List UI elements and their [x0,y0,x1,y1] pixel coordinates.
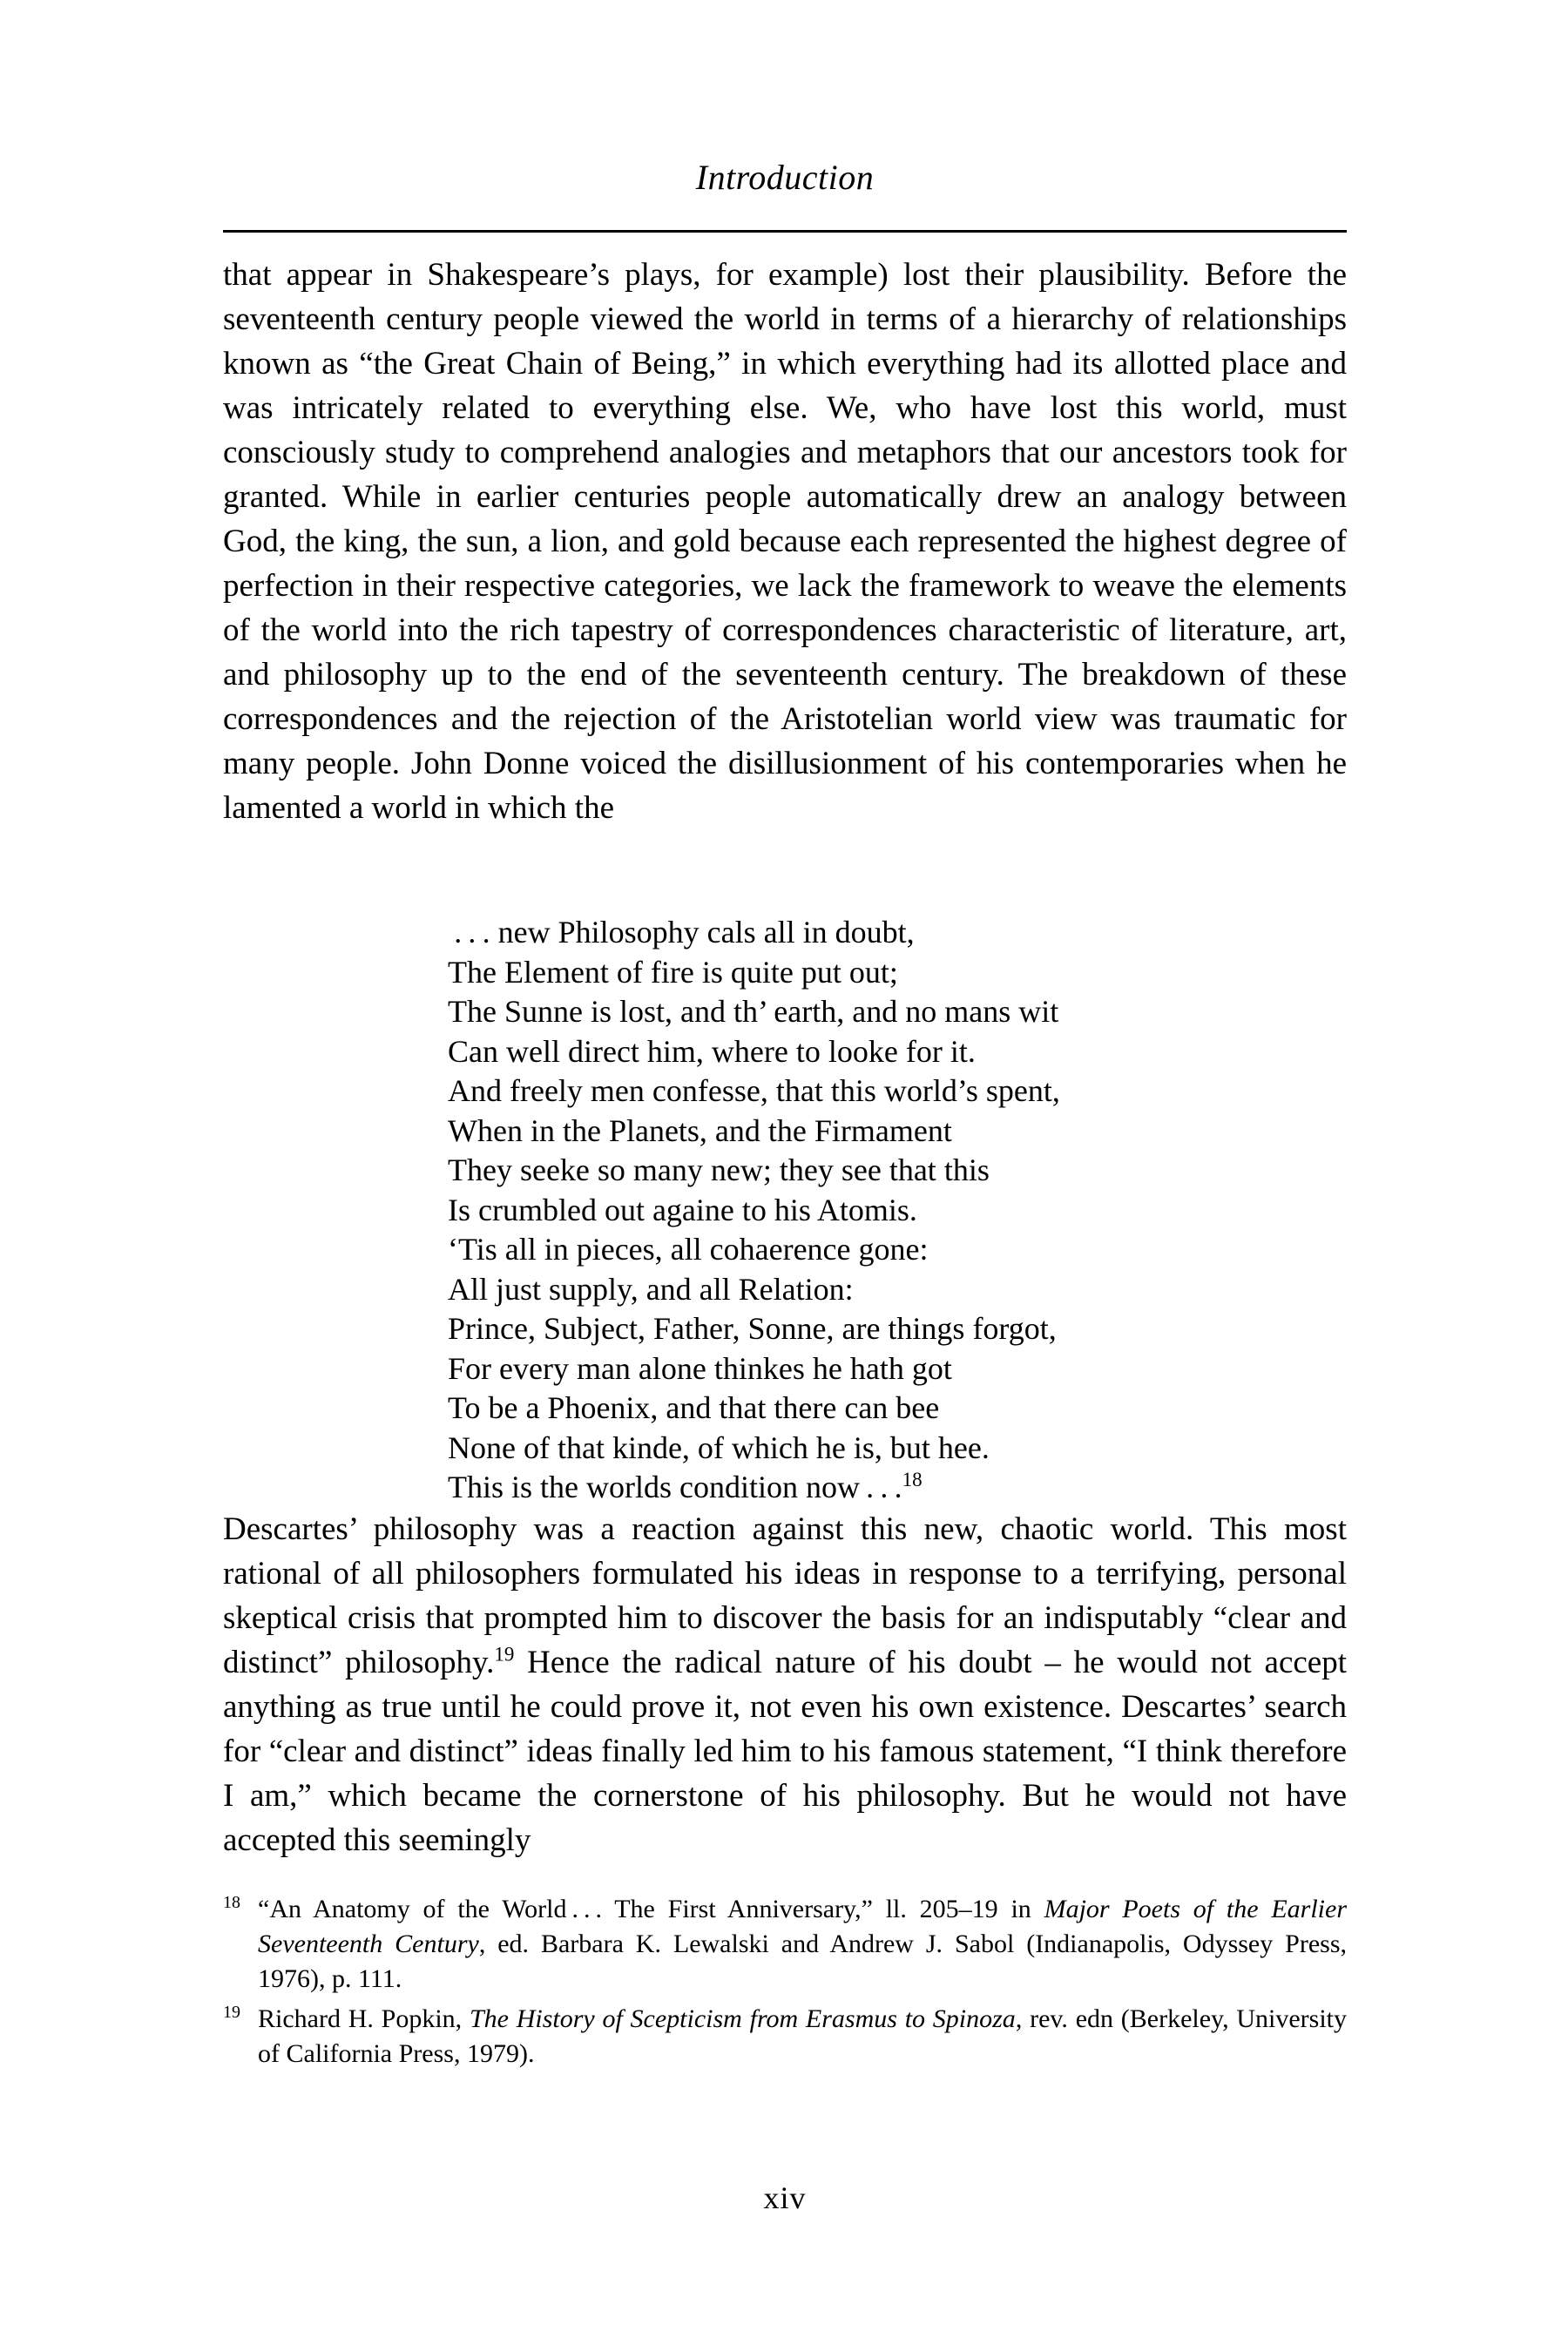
verse-line: Can well direct him, where to looke for it. [448,1033,976,1069]
body-paragraph-1: that appear in Shakespeare’s plays, for example) lost their plausibility. Before the seventeenth century people viewed the world in terms of a hierarchy of relationships known as “the Great Chain of Being,” in which everything had its allotted place and was intricately related to everything else. We, who have lost this world, must consciously study to comprehend analogies and metaphors that our ancestors took for granted. While in earlier centuries people automatically drew an analogy between God, the king, the sun, a lion, and gold because each represented the highest degree of perfection in their respective categories, we lack the framework to weave the elements of the world into the rich tapestry of correspondences characteristic of literature, art, and philosophy up to the end of the seventeenth century. The breakdown of these correspondences and the rejection of the Aristotelian world view was traumatic for many people. John Donne voiced the disillusionment of his contemporaries when he lamented a world in which the [223,257,1347,826]
verse-line: Is crumbled out againe to his Atomis. [448,1192,917,1227]
verse-line: All just supply, and all Relation: [448,1271,854,1307]
footnote-ref-19[interactable]: 19 [494,1643,515,1666]
verse-line: None of that kinde, of which he is, but hee. [448,1429,990,1465]
verse-line: The Sunne is lost, and th’ earth, and no mans wit [448,994,1059,1029]
body-paragraph-2 [223,1507,1347,1862]
footnote-text: “An Anatomy of the World . . . The First Anniversary,” ll. 205–19 in [258,1895,1044,1923]
footnote-18 [223,1892,1347,1997]
footnote-text: Richard H. Popkin, [258,2004,470,2033]
verse-line: . . . new Philosophy cals all in doubt, [448,915,915,950]
verse-line: When in the Planets, and the Firmament [448,1112,952,1148]
paragraph-text: Hence the radical nature of his doubt – he would not accept anything as true until he could prove it, not even his own existence. Descartes’ search for “clear and distinct” ideas finally led him to his famous statement, “I think therefore I am,” which became the cornerstone of his philosophy. But he would not have accepted this seemingly [223,1645,1348,1858]
page-number: xiv [763,2180,807,2215]
verse-line-text: This is the worlds condition now . . . [448,1470,902,1504]
verse-line: They seeke so many new; they see that this [448,1152,990,1187]
footnote-number: 19 [223,2003,240,2022]
footnote-title: Major Poets of the Earlier Seventeenth Century [258,1895,1348,1958]
footnote-text: , rev. edn (Berkeley, University of California Press, 1979). [258,2004,1347,2068]
verse-line: And freely men confesse, that this world’s spent, [448,1073,1060,1108]
header-rule [223,230,1347,233]
verse-line: Prince, Subject, Father, Sonne, are things forgot, [448,1311,1057,1346]
footnote-19 [223,2002,1347,2072]
footnote-ref-18[interactable]: 18 [902,1469,923,1490]
footnote-number: 18 [223,1893,240,1912]
verse-line-last [448,1468,1336,1508]
verse-line: The Element of fire is quite put out; [448,954,898,990]
footnote-text: , ed. Barbara K. Lewalski and Andrew J. Sabol (Indianapolis, Odyssey Press, 1976), p. 111. [258,1930,1347,1993]
verse-quotation [448,913,1336,1508]
footnote-title: The History of Scepticism from Erasmus to Spinoza [469,2004,1016,2033]
verse-line: To be a Phoenix, and that there can bee [448,1390,940,1425]
footnotes [223,1892,1347,2077]
running-head: Introduction [695,158,875,197]
verse-line: For every man alone thinkes he hath got [448,1350,952,1386]
verse-line: ‘Tis all in pieces, all cohaerence gone: [448,1232,929,1267]
paragraph-text: Descartes’ philosophy was a reaction against this new, chaotic world. This most rational of all philosophers formulated his ideas in response to a terrifying, personal skeptical crisis that prompted him to discover the basis for an indisputably “clear and distinct” philosophy. [223,1511,1347,1680]
